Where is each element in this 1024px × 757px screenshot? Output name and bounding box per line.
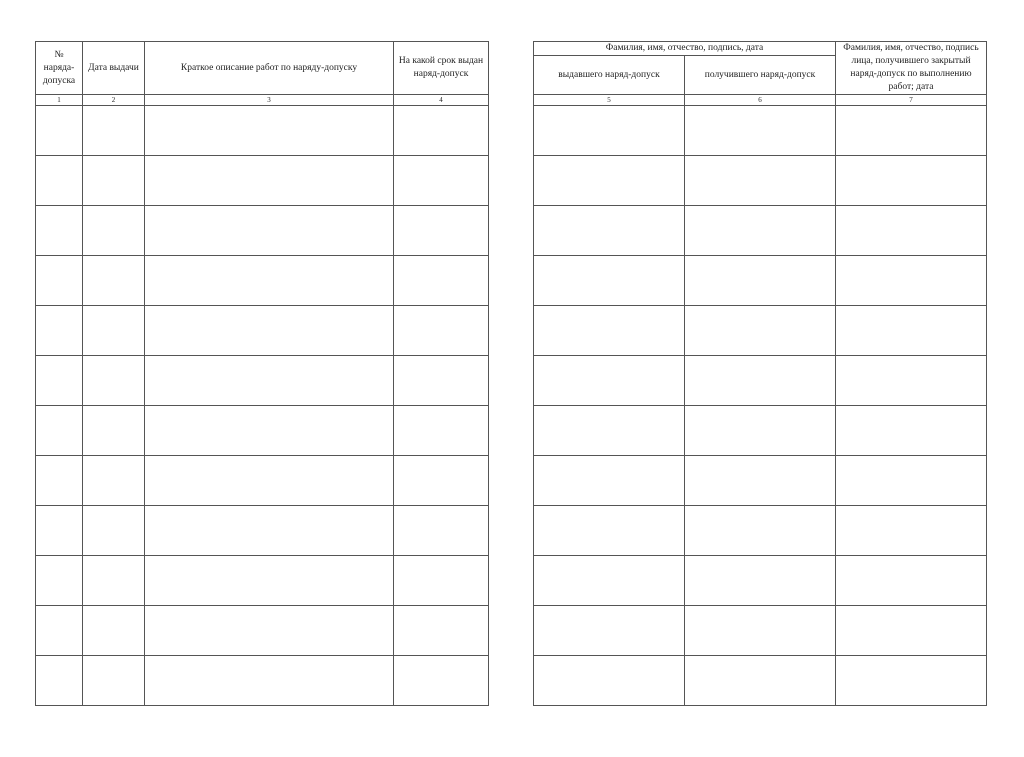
empty-cell[interactable]: [534, 306, 685, 356]
left-journal-table: [35, 41, 489, 706]
empty-cell[interactable]: [836, 506, 987, 556]
empty-cell[interactable]: [534, 206, 685, 256]
empty-cell[interactable]: [145, 306, 394, 356]
empty-cell[interactable]: [145, 156, 394, 206]
empty-cell[interactable]: [36, 106, 83, 156]
empty-cell[interactable]: [836, 106, 987, 156]
right-journal-table: [533, 41, 987, 706]
empty-cell[interactable]: [145, 356, 394, 406]
empty-cell[interactable]: [36, 406, 83, 456]
header-receiver: получившего наряд-допуск: [685, 56, 836, 95]
empty-cell[interactable]: [83, 256, 145, 306]
empty-cell[interactable]: [145, 256, 394, 306]
empty-cell[interactable]: [394, 406, 489, 456]
empty-cell[interactable]: [836, 306, 987, 356]
empty-cell[interactable]: [534, 106, 685, 156]
empty-cell[interactable]: [83, 556, 145, 606]
empty-cell[interactable]: [534, 256, 685, 306]
empty-cell[interactable]: [145, 606, 394, 656]
table-row: [36, 556, 489, 606]
empty-cell[interactable]: [534, 606, 685, 656]
empty-cell[interactable]: [836, 256, 987, 306]
empty-cell[interactable]: [83, 506, 145, 556]
empty-cell[interactable]: [83, 356, 145, 406]
empty-cell[interactable]: [36, 206, 83, 256]
empty-cell[interactable]: [685, 206, 836, 256]
empty-cell[interactable]: [145, 556, 394, 606]
empty-cell[interactable]: [534, 656, 685, 706]
empty-cell[interactable]: [83, 106, 145, 156]
empty-cell[interactable]: [534, 156, 685, 206]
table-row: [36, 306, 489, 356]
empty-cell[interactable]: [36, 356, 83, 406]
empty-cell[interactable]: [685, 406, 836, 456]
table-row: [36, 356, 489, 406]
header-issuer: выдавшего наряд-допуск: [534, 56, 685, 95]
table-row: [36, 606, 489, 656]
empty-cell[interactable]: [36, 506, 83, 556]
empty-cell[interactable]: [534, 456, 685, 506]
table-row: [534, 156, 987, 206]
table-row: [534, 606, 987, 656]
right-table-body: [534, 106, 987, 706]
empty-cell[interactable]: [83, 206, 145, 256]
empty-cell[interactable]: [83, 606, 145, 656]
empty-cell[interactable]: [145, 206, 394, 256]
empty-cell[interactable]: [836, 406, 987, 456]
table-row: [36, 406, 489, 456]
empty-cell[interactable]: [534, 506, 685, 556]
empty-cell[interactable]: [394, 606, 489, 656]
table-row: [534, 556, 987, 606]
header-number: № наряда-допуска: [36, 42, 83, 95]
empty-cell[interactable]: [83, 456, 145, 506]
table-row: [534, 306, 987, 356]
empty-cell[interactable]: [394, 556, 489, 606]
empty-cell[interactable]: [534, 356, 685, 406]
empty-cell[interactable]: [685, 106, 836, 156]
empty-cell[interactable]: [394, 306, 489, 356]
empty-cell[interactable]: [36, 256, 83, 306]
column-number-row: [534, 95, 987, 106]
empty-cell[interactable]: [36, 656, 83, 706]
empty-cell[interactable]: [145, 506, 394, 556]
table-row: [534, 256, 987, 306]
table-row: [534, 456, 987, 506]
empty-cell[interactable]: [36, 606, 83, 656]
empty-cell[interactable]: [394, 256, 489, 306]
empty-cell[interactable]: [394, 456, 489, 506]
empty-cell[interactable]: [394, 506, 489, 556]
table-row: [534, 506, 987, 556]
header-term: На какой срок выдан наряд-допуск: [394, 42, 489, 95]
empty-cell[interactable]: [836, 556, 987, 606]
empty-cell[interactable]: [685, 556, 836, 606]
table-row: [36, 656, 489, 706]
empty-cell[interactable]: [836, 606, 987, 656]
header-row: [534, 42, 987, 56]
empty-cell[interactable]: [836, 206, 987, 256]
table-row: [36, 256, 489, 306]
empty-cell[interactable]: [685, 656, 836, 706]
empty-cell[interactable]: [83, 156, 145, 206]
empty-cell[interactable]: [36, 306, 83, 356]
empty-cell[interactable]: [145, 406, 394, 456]
table-row: [36, 456, 489, 506]
column-number-row: [36, 95, 489, 106]
empty-cell[interactable]: [83, 406, 145, 456]
empty-cell[interactable]: [685, 256, 836, 306]
empty-cell[interactable]: [394, 206, 489, 256]
empty-cell[interactable]: [685, 156, 836, 206]
empty-cell[interactable]: [83, 306, 145, 356]
table-row: [534, 356, 987, 406]
empty-cell[interactable]: [836, 356, 987, 406]
empty-cell[interactable]: [685, 306, 836, 356]
header-work-description: Краткое описание работ по наряду-допуску: [145, 42, 394, 95]
column-number: 4: [394, 95, 489, 106]
empty-cell[interactable]: [394, 106, 489, 156]
header-issue-date: Дата выдачи: [83, 42, 145, 95]
header-row: [36, 42, 489, 95]
empty-cell[interactable]: [145, 656, 394, 706]
column-number: 5: [534, 95, 685, 106]
empty-cell[interactable]: [145, 106, 394, 156]
empty-cell[interactable]: [836, 656, 987, 706]
column-number: 1: [36, 95, 83, 106]
empty-cell[interactable]: [534, 556, 685, 606]
empty-cell[interactable]: [394, 656, 489, 706]
table-row: [534, 206, 987, 256]
column-number: 7: [836, 95, 987, 106]
table-row: [36, 206, 489, 256]
table-row: [36, 156, 489, 206]
table-row: [534, 656, 987, 706]
header-closer: Фамилия, имя, отчество, подпись лица, получившего закрытый наряд-допуск по выполнению работ; дата: [836, 42, 987, 95]
header-name-signature-group: Фамилия, имя, отчество, подпись, дата: [534, 42, 836, 56]
empty-cell[interactable]: [685, 356, 836, 406]
empty-cell[interactable]: [36, 156, 83, 206]
left-table-body: [36, 106, 489, 706]
empty-cell[interactable]: [685, 456, 836, 506]
table-row: [36, 506, 489, 556]
empty-cell[interactable]: [394, 156, 489, 206]
column-number: 3: [145, 95, 394, 106]
empty-cell[interactable]: [394, 356, 489, 406]
column-number: 2: [83, 95, 145, 106]
table-row: [534, 406, 987, 456]
empty-cell[interactable]: [36, 556, 83, 606]
table-row: [36, 106, 489, 156]
empty-cell[interactable]: [534, 406, 685, 456]
empty-cell[interactable]: [836, 456, 987, 506]
table-row: [534, 106, 987, 156]
empty-cell[interactable]: [836, 156, 987, 206]
empty-cell[interactable]: [145, 456, 394, 506]
empty-cell[interactable]: [83, 656, 145, 706]
empty-cell[interactable]: [685, 606, 836, 656]
column-number: 6: [685, 95, 836, 106]
empty-cell[interactable]: [36, 456, 83, 506]
empty-cell[interactable]: [685, 506, 836, 556]
